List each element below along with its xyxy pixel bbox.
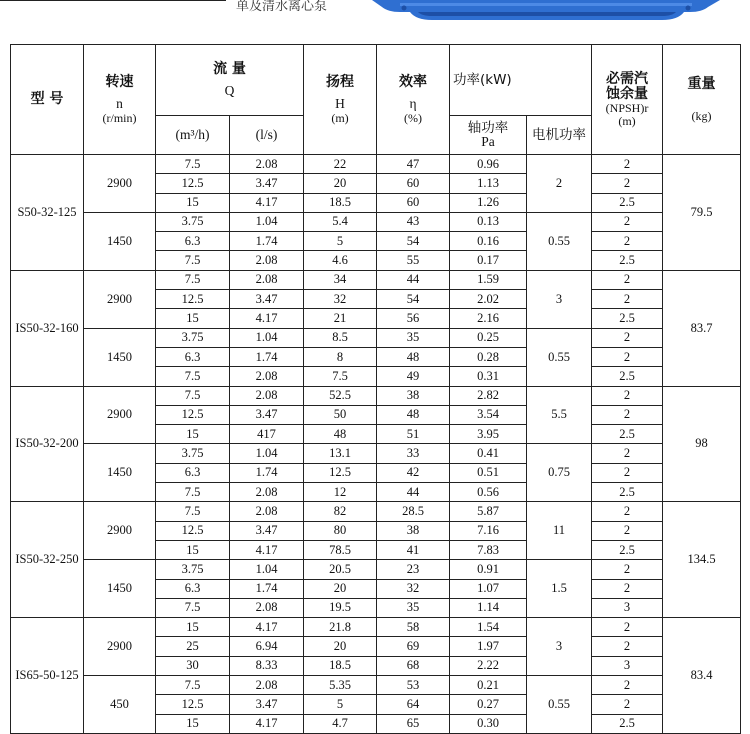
shaft-power-cell: 3.54 (450, 405, 527, 424)
head-cell: 8 (304, 347, 377, 366)
head-cell: 20.5 (304, 560, 377, 579)
head-cell: 50 (304, 405, 377, 424)
top-banner (0, 0, 750, 44)
npsh-cell: 2.5 (592, 367, 663, 386)
shaft-power-cell: 5.87 (450, 502, 527, 521)
motor-power-cell: 3 (527, 270, 592, 328)
flow-ls-cell: 4.17 (230, 618, 304, 637)
flow-ls-cell: 6.94 (230, 637, 304, 656)
flow-m3h-cell: 15 (156, 193, 230, 212)
efficiency-cell: 44 (377, 483, 450, 502)
speed-cell: 450 (84, 676, 156, 734)
head-cell: 19.5 (304, 598, 377, 617)
header-efficiency: 效率 η (%) (377, 45, 450, 155)
flow-ls-cell: 4.17 (230, 540, 304, 559)
flow-ls-cell: 2.08 (230, 598, 304, 617)
model-name-cell: IS50-32-250 (11, 502, 84, 618)
flow-m3h-cell: 15 (156, 425, 230, 444)
header-motor-power: 电机功率 (527, 116, 592, 155)
header-power: 功率(kW) (450, 45, 592, 116)
efficiency-cell: 69 (377, 637, 450, 656)
npsh-cell: 3 (592, 598, 663, 617)
shaft-power-cell: 2.82 (450, 386, 527, 405)
efficiency-cell: 64 (377, 695, 450, 714)
head-cell: 52.5 (304, 386, 377, 405)
efficiency-cell: 54 (377, 290, 450, 309)
efficiency-cell: 43 (377, 212, 450, 231)
table-row (11, 676, 741, 695)
flow-m3h-cell: 12.5 (156, 521, 230, 540)
efficiency-cell: 60 (377, 193, 450, 212)
flow-m3h-cell: 6.3 (156, 463, 230, 482)
shaft-power-cell: 1.97 (450, 637, 527, 656)
flow-ls-cell: 2.08 (230, 502, 304, 521)
efficiency-cell: 54 (377, 232, 450, 251)
shaft-power-cell: 0.27 (450, 695, 527, 714)
motor-power-cell: 0.75 (527, 444, 592, 502)
pump-spec-table (10, 44, 741, 734)
npsh-cell: 2 (592, 405, 663, 424)
head-cell: 20 (304, 637, 377, 656)
flow-m3h-cell: 3.75 (156, 328, 230, 347)
head-cell: 4.6 (304, 251, 377, 270)
shaft-power-cell: 2.22 (450, 656, 527, 675)
motor-power-cell: 1.5 (527, 560, 592, 618)
table-row (11, 155, 741, 174)
flow-m3h-cell: 7.5 (156, 270, 230, 289)
flow-ls-cell: 3.47 (230, 695, 304, 714)
flow-ls-cell: 2.08 (230, 251, 304, 270)
shaft-power-cell: 0.28 (450, 347, 527, 366)
table-body (11, 155, 741, 734)
efficiency-cell: 41 (377, 540, 450, 559)
npsh-cell: 2 (592, 444, 663, 463)
efficiency-cell: 38 (377, 386, 450, 405)
motor-power-cell: 0.55 (527, 212, 592, 270)
shaft-power-cell: 1.13 (450, 174, 527, 193)
head-cell: 21 (304, 309, 377, 328)
header-speed: 转速 n (r/min) (84, 45, 156, 155)
motor-power-cell: 3 (527, 618, 592, 676)
shaft-power-cell: 0.91 (450, 560, 527, 579)
weight-cell: 134.5 (663, 502, 741, 618)
speed-cell: 2900 (84, 386, 156, 444)
efficiency-cell: 23 (377, 560, 450, 579)
shaft-power-cell: 0.21 (450, 676, 527, 695)
speed-cell: 2900 (84, 618, 156, 676)
pump-illustration-image (372, 0, 720, 22)
header-head: 扬程 H (m) (304, 45, 377, 155)
flow-ls-cell: 1.04 (230, 444, 304, 463)
model-name-cell: IS50-32-160 (11, 270, 84, 386)
head-cell: 82 (304, 502, 377, 521)
npsh-cell: 2.5 (592, 540, 663, 559)
flow-ls-cell: 1.04 (230, 560, 304, 579)
flow-ls-cell: 2.08 (230, 270, 304, 289)
head-cell: 5 (304, 695, 377, 714)
speed-cell: 1450 (84, 444, 156, 502)
flow-m3h-cell: 25 (156, 637, 230, 656)
npsh-cell: 2.5 (592, 425, 663, 444)
shaft-power-cell: 0.41 (450, 444, 527, 463)
npsh-cell: 2.5 (592, 483, 663, 502)
flow-m3h-cell: 12.5 (156, 290, 230, 309)
flow-ls-cell: 1.74 (230, 232, 304, 251)
head-cell: 80 (304, 521, 377, 540)
efficiency-cell: 49 (377, 367, 450, 386)
shaft-power-cell: 0.17 (450, 251, 527, 270)
npsh-cell: 2 (592, 232, 663, 251)
npsh-cell: 2 (592, 328, 663, 347)
flow-m3h-cell: 7.5 (156, 502, 230, 521)
npsh-cell: 2 (592, 521, 663, 540)
npsh-cell: 2 (592, 579, 663, 598)
head-cell: 13.1 (304, 444, 377, 463)
weight-cell: 83.4 (663, 618, 741, 734)
head-cell: 21.8 (304, 618, 377, 637)
head-cell: 12 (304, 483, 377, 502)
flow-m3h-cell: 7.5 (156, 598, 230, 617)
leader-line-tick (16, 0, 17, 1)
npsh-cell: 2 (592, 386, 663, 405)
npsh-cell: 2 (592, 463, 663, 482)
efficiency-cell: 35 (377, 328, 450, 347)
head-cell: 5 (304, 232, 377, 251)
flow-m3h-cell: 3.75 (156, 212, 230, 231)
shaft-power-cell: 0.31 (450, 367, 527, 386)
table-row (11, 386, 741, 405)
table-row (11, 444, 741, 463)
shaft-power-cell: 2.02 (450, 290, 527, 309)
efficiency-cell: 48 (377, 405, 450, 424)
flow-m3h-cell: 12.5 (156, 405, 230, 424)
flow-ls-cell: 417 (230, 425, 304, 444)
speed-cell: 2900 (84, 155, 156, 213)
efficiency-cell: 42 (377, 463, 450, 482)
flow-m3h-cell: 3.75 (156, 560, 230, 579)
motor-power-cell: 2 (527, 155, 592, 213)
speed-cell: 1450 (84, 560, 156, 618)
table-row (11, 502, 741, 521)
npsh-cell: 2.5 (592, 193, 663, 212)
flow-ls-cell: 8.33 (230, 656, 304, 675)
shaft-power-cell: 1.26 (450, 193, 527, 212)
weight-cell: 79.5 (663, 155, 741, 271)
npsh-cell: 2 (592, 676, 663, 695)
header-shaft-power: 轴功率 Pa (450, 116, 527, 155)
flow-m3h-cell: 7.5 (156, 251, 230, 270)
flow-m3h-cell: 15 (156, 714, 230, 733)
speed-cell: 2900 (84, 502, 156, 560)
flow-ls-cell: 2.08 (230, 386, 304, 405)
shaft-power-cell: 0.96 (450, 155, 527, 174)
flow-ls-cell: 1.74 (230, 579, 304, 598)
head-cell: 5.35 (304, 676, 377, 695)
flow-ls-cell: 2.08 (230, 676, 304, 695)
efficiency-cell: 58 (377, 618, 450, 637)
flow-m3h-cell: 15 (156, 540, 230, 559)
efficiency-cell: 65 (377, 714, 450, 733)
shaft-power-cell: 0.16 (450, 232, 527, 251)
head-cell: 5.4 (304, 212, 377, 231)
header-flow-m3h: (m³/h) (156, 116, 230, 155)
speed-cell: 1450 (84, 328, 156, 386)
model-name-cell: IS65-50-125 (11, 618, 84, 734)
flow-ls-cell: 4.17 (230, 714, 304, 733)
flow-m3h-cell: 15 (156, 309, 230, 328)
head-cell: 78.5 (304, 540, 377, 559)
shaft-power-cell: 3.95 (450, 425, 527, 444)
flow-ls-cell: 1.04 (230, 328, 304, 347)
header-model: 型 号 (11, 45, 84, 155)
efficiency-cell: 38 (377, 521, 450, 540)
model-name-cell: S50-32-125 (11, 155, 84, 271)
npsh-cell: 2 (592, 347, 663, 366)
shaft-power-cell: 0.13 (450, 212, 527, 231)
efficiency-cell: 68 (377, 656, 450, 675)
shaft-power-cell: 7.83 (450, 540, 527, 559)
head-cell: 48 (304, 425, 377, 444)
npsh-cell: 2.5 (592, 251, 663, 270)
npsh-cell: 2 (592, 695, 663, 714)
efficiency-cell: 47 (377, 155, 450, 174)
flow-m3h-cell: 12.5 (156, 695, 230, 714)
flow-ls-cell: 4.17 (230, 193, 304, 212)
npsh-cell: 2 (592, 174, 663, 193)
efficiency-cell: 60 (377, 174, 450, 193)
table-header (11, 45, 741, 155)
flow-ls-cell: 2.08 (230, 367, 304, 386)
speed-cell: 1450 (84, 212, 156, 270)
head-cell: 22 (304, 155, 377, 174)
header-flow: 流 量 Q (156, 45, 304, 116)
table-row (11, 328, 741, 347)
leader-line (0, 0, 226, 1)
efficiency-cell: 48 (377, 347, 450, 366)
npsh-cell: 2 (592, 212, 663, 231)
shaft-power-cell: 0.51 (450, 463, 527, 482)
head-cell: 34 (304, 270, 377, 289)
head-cell: 18.5 (304, 193, 377, 212)
header-flow-ls: (l/s) (230, 116, 304, 155)
shaft-power-cell: 0.30 (450, 714, 527, 733)
pump-caption: 单及清水离心泵 (236, 0, 328, 14)
table-row (11, 212, 741, 231)
npsh-cell: 2 (592, 502, 663, 521)
flow-ls-cell: 1.04 (230, 212, 304, 231)
efficiency-cell: 35 (377, 598, 450, 617)
shaft-power-cell: 1.54 (450, 618, 527, 637)
model-name-cell: IS50-32-200 (11, 386, 84, 502)
shaft-power-cell: 0.25 (450, 328, 527, 347)
table-row (11, 618, 741, 637)
efficiency-cell: 33 (377, 444, 450, 463)
flow-m3h-cell: 6.3 (156, 232, 230, 251)
flow-ls-cell: 1.74 (230, 347, 304, 366)
efficiency-cell: 44 (377, 270, 450, 289)
npsh-cell: 2 (592, 618, 663, 637)
npsh-cell: 2.5 (592, 714, 663, 733)
flow-m3h-cell: 6.3 (156, 347, 230, 366)
flow-ls-cell: 2.08 (230, 483, 304, 502)
head-cell: 20 (304, 579, 377, 598)
flow-m3h-cell: 7.5 (156, 676, 230, 695)
npsh-cell: 2 (592, 270, 663, 289)
flow-m3h-cell: 7.5 (156, 367, 230, 386)
motor-power-cell: 11 (527, 502, 592, 560)
npsh-cell: 3 (592, 656, 663, 675)
shaft-power-cell: 1.59 (450, 270, 527, 289)
head-cell: 12.5 (304, 463, 377, 482)
shaft-power-cell: 2.16 (450, 309, 527, 328)
motor-power-cell: 0.55 (527, 328, 592, 386)
npsh-cell: 2 (592, 290, 663, 309)
flow-m3h-cell: 30 (156, 656, 230, 675)
efficiency-cell: 55 (377, 251, 450, 270)
motor-power-cell: 0.55 (527, 676, 592, 734)
flow-m3h-cell: 7.5 (156, 155, 230, 174)
flow-m3h-cell: 12.5 (156, 174, 230, 193)
flow-m3h-cell: 3.75 (156, 444, 230, 463)
motor-power-cell: 5.5 (527, 386, 592, 444)
efficiency-cell: 32 (377, 579, 450, 598)
head-cell: 4.7 (304, 714, 377, 733)
head-cell: 8.5 (304, 328, 377, 347)
head-cell: 20 (304, 174, 377, 193)
head-cell: 32 (304, 290, 377, 309)
flow-ls-cell: 2.08 (230, 155, 304, 174)
flow-m3h-cell: 7.5 (156, 483, 230, 502)
shaft-power-cell: 1.14 (450, 598, 527, 617)
table-row (11, 270, 741, 289)
efficiency-cell: 51 (377, 425, 450, 444)
flow-ls-cell: 3.47 (230, 174, 304, 193)
flow-ls-cell: 1.74 (230, 463, 304, 482)
weight-cell: 98 (663, 386, 741, 502)
shaft-power-cell: 7.16 (450, 521, 527, 540)
npsh-cell: 2.5 (592, 309, 663, 328)
shaft-power-cell: 0.56 (450, 483, 527, 502)
flow-ls-cell: 3.47 (230, 290, 304, 309)
header-npsh: 必需汽蚀余量 (NPSH)r (m) (592, 45, 663, 155)
shaft-power-cell: 1.07 (450, 579, 527, 598)
flow-m3h-cell: 15 (156, 618, 230, 637)
table-row (11, 560, 741, 579)
flow-m3h-cell: 7.5 (156, 386, 230, 405)
flow-m3h-cell: 6.3 (156, 579, 230, 598)
speed-cell: 2900 (84, 270, 156, 328)
header-weight: 重量 (kg) (663, 45, 741, 155)
weight-cell: 83.7 (663, 270, 741, 386)
efficiency-cell: 56 (377, 309, 450, 328)
npsh-cell: 2 (592, 637, 663, 656)
flow-ls-cell: 4.17 (230, 309, 304, 328)
npsh-cell: 2 (592, 155, 663, 174)
efficiency-cell: 28.5 (377, 502, 450, 521)
head-cell: 18.5 (304, 656, 377, 675)
flow-ls-cell: 3.47 (230, 521, 304, 540)
flow-ls-cell: 3.47 (230, 405, 304, 424)
npsh-cell: 2 (592, 560, 663, 579)
efficiency-cell: 53 (377, 676, 450, 695)
head-cell: 7.5 (304, 367, 377, 386)
